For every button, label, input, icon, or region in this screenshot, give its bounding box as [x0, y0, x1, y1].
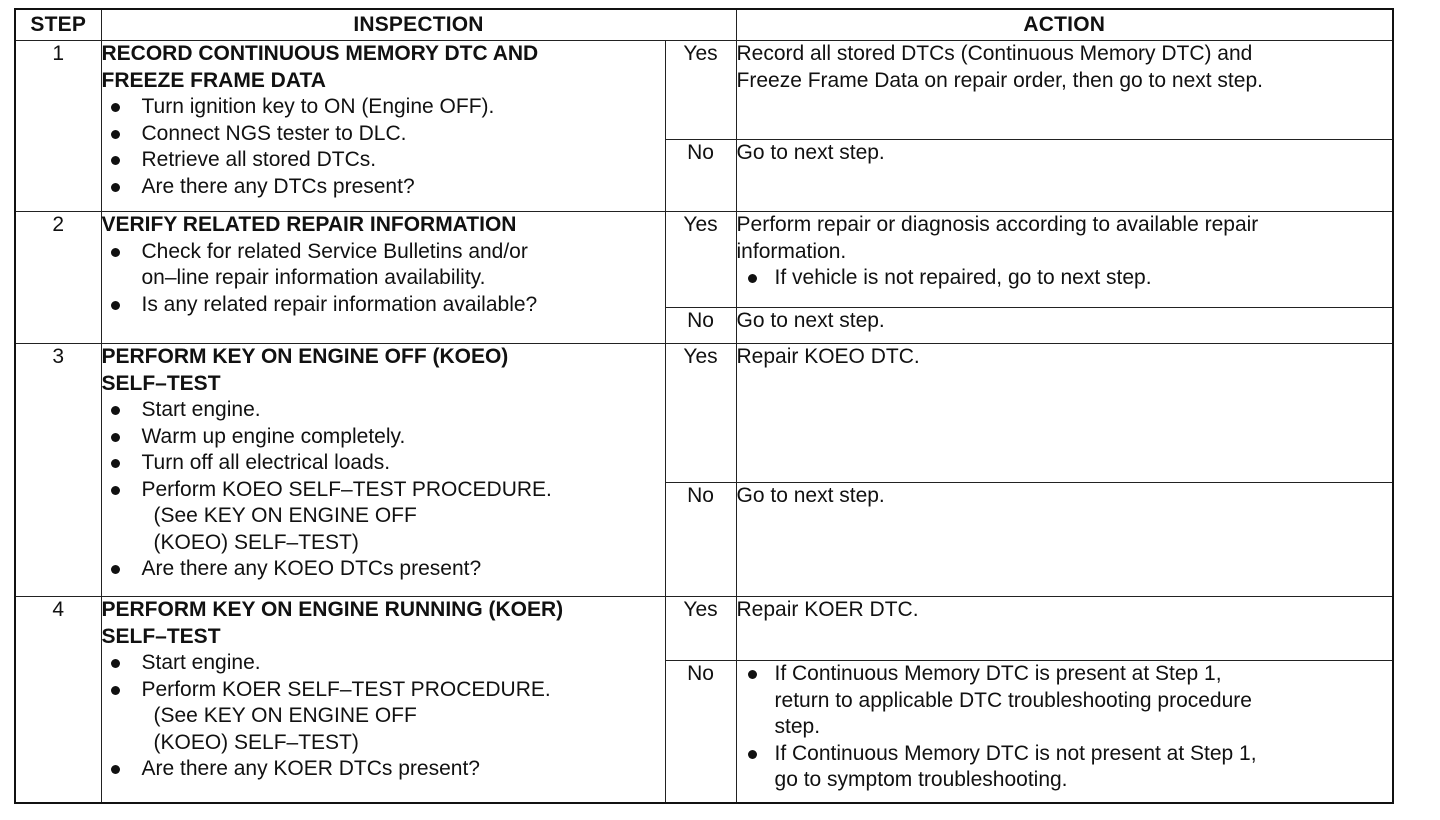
bullet-icon [111, 248, 120, 257]
bullet-item [102, 424, 665, 451]
step-number: 3 [15, 344, 101, 597]
bullet-item [102, 677, 665, 757]
step-2-yes-row [15, 212, 1393, 308]
bullet-icon [111, 459, 120, 468]
bullet-text: Turn ignition key to ON (Engine OFF). [141, 95, 495, 118]
no-label: No [665, 661, 736, 803]
action-bullet-item [737, 661, 1393, 741]
step-3-inspection [101, 344, 665, 597]
bullet-text: Is any related repair information available? [141, 292, 538, 316]
bullet-text: on–line repair information availability. [141, 266, 486, 289]
diagnostic-table [14, 8, 1394, 804]
no-action: Go to next step. [736, 140, 1393, 212]
bullet-text: Are there any KOEO DTCs present? [141, 557, 482, 580]
yes-label: Yes [665, 344, 736, 483]
bullet-item [102, 121, 665, 148]
action-bullet-item [737, 265, 1393, 292]
bullet-icon [111, 130, 120, 139]
bullet-text: (See KEY ON ENGINE OFF [153, 704, 417, 727]
header-step: STEP [15, 9, 101, 41]
action-line: Record all stored DTCs (Continuous Memory DTC) and [736, 42, 1253, 65]
bullet-text: step. [774, 715, 821, 738]
bullet-item [102, 450, 665, 477]
bullet-icon [111, 301, 120, 310]
step-3-yes-row [15, 344, 1393, 483]
action-bullet-item [737, 741, 1393, 794]
bullet-text: Perform KOER SELF–TEST PROCEDURE. [141, 677, 551, 701]
step-number: 4 [15, 597, 101, 803]
bullet-text: (KOEO) SELF–TEST) [153, 530, 359, 554]
yes-action: Repair KOEO DTC. [736, 344, 1393, 483]
yes-label: Yes [665, 212, 736, 308]
step-title [102, 344, 665, 397]
step-title-line: FREEZE FRAME DATA [101, 68, 326, 92]
bullet-list [102, 239, 665, 319]
bullet-list [102, 94, 665, 200]
bullet-item [102, 477, 665, 557]
bullet-text: If Continuous Memory DTC is not present at Step 1, [774, 741, 1257, 765]
step-4-yes-row [15, 597, 1393, 661]
bullet-icon [111, 103, 120, 112]
bullet-icon [111, 565, 120, 574]
step-title-line: SELF–TEST [101, 371, 221, 395]
bullet-item [102, 239, 665, 292]
step-number: 1 [15, 41, 101, 212]
bullet-icon [111, 183, 120, 192]
step-title-line: PERFORM KEY ON ENGINE OFF (KOEO) [101, 345, 509, 368]
action-line: Perform repair or diagnosis according to available repair [736, 213, 1259, 236]
bullet-item [102, 94, 665, 121]
bullet-list [102, 397, 665, 583]
step-1-yes-row [15, 41, 1393, 140]
bullet-text: Connect NGS tester to DLC. [141, 121, 407, 145]
step-2-inspection [101, 212, 665, 344]
step-1-inspection [101, 41, 665, 212]
bullet-item [102, 556, 665, 583]
bullet-item [102, 174, 665, 201]
header-action: ACTION [736, 9, 1393, 41]
bullet-list [102, 650, 665, 783]
bullet-text: If Continuous Memory DTC is present at Step 1, [774, 662, 1222, 685]
yes-label: Yes [665, 41, 736, 140]
bullet-icon [748, 670, 757, 679]
bullet-icon [111, 433, 120, 442]
header-inspection: INSPECTION [101, 9, 736, 41]
bullet-text: Start engine. [141, 398, 261, 421]
bullet-text: Start engine. [141, 651, 261, 674]
bullet-text: return to applicable DTC troubleshooting procedure [774, 688, 1252, 712]
header-row [15, 9, 1393, 41]
yes-action [736, 212, 1393, 308]
step-number: 2 [15, 212, 101, 344]
bullet-item [102, 756, 665, 783]
no-label: No [665, 140, 736, 212]
bullet-text: (See KEY ON ENGINE OFF [153, 504, 417, 527]
action-line: information. [736, 239, 847, 263]
bullet-text: Retrieve all stored DTCs. [141, 148, 377, 171]
action-line: Freeze Frame Data on repair order, then go to next step. [736, 68, 1263, 92]
step-title-line: RECORD CONTINUOUS MEMORY DTC AND [101, 42, 539, 65]
bullet-text: Perform KOEO SELF–TEST PROCEDURE. [141, 477, 552, 501]
bullet-text: Are there any DTCs present? [141, 174, 415, 198]
bullet-item [102, 650, 665, 677]
bullet-icon [748, 274, 757, 283]
bullet-icon [111, 659, 120, 668]
no-action: Go to next step. [736, 308, 1393, 344]
bullet-text: Are there any KOER DTCs present? [141, 757, 480, 780]
bullet-text: go to symptom troubleshooting. [774, 768, 1068, 791]
bullet-icon [111, 406, 120, 415]
bullet-icon [111, 486, 120, 495]
yes-action [736, 41, 1393, 140]
bullet-text: Check for related Service Bulletins and/or [141, 239, 528, 263]
yes-action: Repair KOER DTC. [736, 597, 1393, 661]
bullet-text: Turn off all electrical loads. [141, 451, 391, 474]
step-title: VERIFY RELATED REPAIR INFORMATION [101, 213, 517, 236]
bullet-icon [748, 750, 757, 759]
no-label: No [665, 308, 736, 344]
yes-label: Yes [665, 597, 736, 661]
step-title-line: SELF–TEST [101, 624, 221, 648]
action-bullet-list [737, 265, 1393, 292]
no-label: No [665, 483, 736, 597]
no-action [736, 661, 1393, 803]
action-bullet-list [737, 661, 1393, 794]
step-4-inspection [101, 597, 665, 803]
bullet-item [102, 147, 665, 174]
bullet-icon [111, 686, 120, 695]
step-title-line: PERFORM KEY ON ENGINE RUNNING (KOER) [101, 598, 564, 621]
bullet-icon [111, 156, 120, 165]
bullet-icon [111, 765, 120, 774]
step-title [102, 597, 665, 650]
bullet-text: If vehicle is not repaired, go to next step. [774, 266, 1152, 289]
bullet-text: Warm up engine completely. [141, 424, 406, 448]
no-action: Go to next step. [736, 483, 1393, 597]
step-title [102, 41, 665, 94]
bullet-item [102, 397, 665, 424]
bullet-item [102, 292, 665, 319]
bullet-text: (KOEO) SELF–TEST) [153, 730, 359, 754]
